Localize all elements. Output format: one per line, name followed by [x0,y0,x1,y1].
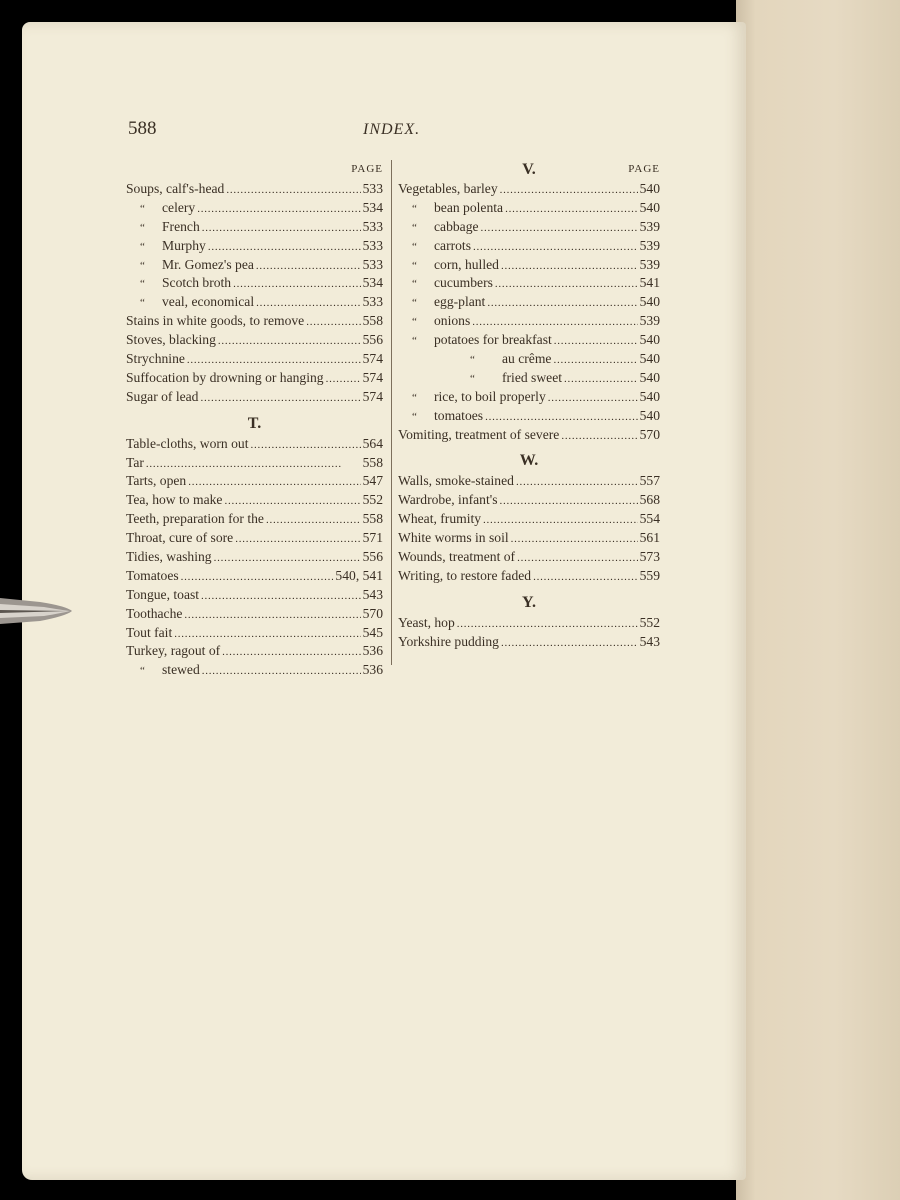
entry-text: Toothache [126,605,183,621]
dot-leader [483,510,638,530]
dot-leader [505,199,638,219]
entry-page-number: 536 [362,643,383,659]
index-entry [126,454,383,473]
dot-leader [485,407,638,427]
entry-page-number: 558 [362,454,383,470]
entry-page-number: 540 [639,351,660,367]
entry-page-number: 540 [639,332,660,348]
entry-text: Wardrobe, infant's [398,492,498,508]
entry-page-number: 539 [639,313,660,329]
index-list-s [126,180,383,407]
ditto-mark: “ [412,221,417,234]
running-title: INDEX. [363,121,421,138]
entry-page-number: 540 [639,294,660,310]
entry-text: veal, economical [162,294,255,310]
dot-leader [473,237,638,257]
index-entry [126,586,383,605]
dot-leader [201,586,361,606]
page-column-label: PAGE [628,163,660,175]
dot-leader [214,548,361,568]
entry-text: au crême [502,351,552,367]
entry-text: Vegetables, barley [398,181,498,196]
pen-nib-icon [0,594,72,628]
entry-page-number: 552 [639,614,660,630]
index-entry [126,529,383,548]
ditto-mark: “ [140,240,145,253]
index-list-w [398,472,660,585]
entry-page-number: 561 [639,530,660,546]
entry-text: Turkey, ragout of [126,643,221,659]
dot-leader [222,642,360,662]
entry-text: Throat, cure of sore [126,530,234,546]
dot-leader [564,369,638,389]
index-entry [398,199,660,218]
section-heading-t: T. [247,414,262,432]
entry-text: potatoes for breakfast [434,332,552,348]
entry-page-number: 536 [362,662,383,678]
ditto-mark: “ [140,259,145,272]
index-entry [398,633,660,652]
index-entry [126,237,383,256]
dot-leader [202,218,361,238]
index-entry [398,388,660,407]
ditto-mark: “ [140,665,145,678]
entry-text: White worms in soil [398,530,509,546]
entry-text: Tongue, toast [126,586,200,602]
index-entry [126,642,383,661]
entry-text: bean polenta [434,199,504,215]
entry-page-number: 540 [639,181,660,196]
index-entry [126,312,383,331]
dot-leader [561,426,637,446]
index-entry [398,407,660,426]
entry-page-number: 552 [362,492,383,508]
dot-leader [200,388,360,408]
dot-leader [306,312,360,332]
index-entry [398,350,660,369]
entry-text: Scotch broth [162,275,232,291]
index-entry [398,274,660,293]
entry-page-number: 533 [362,256,383,272]
entry-page-number: 540 [639,369,660,385]
dot-leader [218,331,361,351]
dot-leader [487,293,637,313]
entry-page-number: 558 [362,313,383,329]
index-entry [126,199,383,218]
entry-text: Tidies, washing [126,549,212,565]
index-entry [398,614,660,633]
entry-page-number: 533 [362,181,383,196]
index-list-y [398,614,660,652]
column-divider [391,160,392,665]
dot-leader [548,388,638,408]
entry-text: stewed [162,662,200,678]
index-entry [398,426,660,445]
ditto-mark: “ [140,297,145,310]
dot-leader [516,472,638,492]
entry-page-number: 540, 541 [335,567,383,583]
entry-page-number: 574 [362,351,383,367]
entry-text: Tar [126,454,144,470]
entry-text: Yorkshire pudding [398,633,499,649]
index-entry [126,218,383,237]
entry-text: Wheat, frumity [398,511,482,527]
index-entry [126,661,383,680]
entry-page-number: 547 [362,473,383,489]
dot-leader [184,605,360,625]
entry-page-number: 545 [362,624,383,640]
index-entry [126,180,383,199]
ditto-mark: “ [412,410,417,423]
dot-leader [233,274,361,294]
index-entry [398,293,660,312]
index-entry [398,567,660,586]
dot-leader [500,180,638,200]
index-entry [126,256,383,275]
entry-page-number: 558 [362,511,383,527]
dot-leader [208,237,361,257]
entry-text: tomatoes [434,407,484,423]
page-number: 588 [128,118,157,139]
ditto-mark: “ [140,278,145,291]
index-entry [398,548,660,567]
entry-text: Stoves, blacking [126,332,216,348]
index-entry [126,510,383,529]
entry-page-number: 533 [362,218,383,234]
index-list-v [398,180,660,444]
entry-text: Mr. Gomez's pea [162,256,254,272]
index-entry [126,605,383,624]
entry-text: onions [434,313,471,329]
index-entry [126,369,383,388]
index-entry [398,237,660,256]
section-heading-w: W. [519,452,539,470]
entry-text: cucumbers [434,275,493,291]
entry-page-number: 540 [639,407,660,423]
index-entry [398,331,660,350]
dot-leader [146,454,361,474]
dot-leader [226,180,360,200]
facing-page-edge [736,0,900,1200]
index-entry [398,529,660,548]
entry-page-number: 574 [362,369,383,385]
ditto-mark: “ [412,202,417,215]
dot-leader [224,491,360,511]
entry-page-number: 533 [362,237,383,253]
dot-leader [187,350,361,370]
index-entry [398,312,660,331]
entry-text: Strychnine [126,351,185,367]
entry-text: Suffocation by drowning or hanging [126,369,324,385]
entry-page-number: 539 [639,256,660,272]
ditto-mark: “ [412,316,417,329]
entry-page-number: 570 [639,426,660,442]
index-entry [126,624,383,643]
section-heading-y: Y. [521,593,537,611]
dot-leader [472,312,637,332]
entry-text: Tea, how to make [126,492,223,508]
entry-text: cabbage [434,218,479,234]
ditto-mark: “ [412,259,417,272]
dot-leader [326,369,361,389]
dot-leader [517,548,638,568]
index-entry [126,293,383,312]
entry-text: Yeast, hop [398,614,455,630]
index-entry [126,274,383,293]
entry-page-number: 574 [362,388,383,404]
index-entry [126,331,383,350]
page-column-label: PAGE [351,163,383,175]
index-entry [126,491,383,510]
dot-leader [256,256,361,276]
index-entry [398,510,660,529]
entry-text: Tarts, open [126,473,187,489]
dot-leader [174,624,360,644]
dot-leader [188,472,360,492]
index-entry [126,548,383,567]
ditto-mark: “ [412,240,417,253]
index-column-right [398,160,660,652]
entry-text: Tout fait [126,624,173,640]
index-entry [126,388,383,407]
dot-leader [266,510,361,530]
dot-leader [251,435,361,455]
index-entry [126,435,383,454]
entry-page-number: 534 [362,199,383,215]
dot-leader [554,331,638,351]
entry-page-number: 534 [362,275,383,291]
dot-leader [181,567,334,587]
entry-page-number: 568 [639,492,660,508]
column-header [398,160,660,180]
ditto-mark: “ [412,278,417,291]
index-column-left [126,160,383,680]
ditto-mark: “ [470,354,475,367]
entry-page-number: 573 [639,549,660,565]
entry-text: fried sweet [502,369,563,385]
entry-text: Stains in white goods, to remove [126,313,305,329]
entry-page-number: 559 [639,567,660,583]
dot-leader [553,350,637,370]
ditto-mark: “ [470,372,475,385]
entry-text: carrots [434,237,471,253]
entry-text: rice, to boil properly [434,388,546,404]
dot-leader [256,293,361,313]
index-list-t [126,435,383,681]
index-entry [398,369,660,388]
ditto-mark: “ [412,297,417,310]
entry-page-number: 564 [362,435,383,451]
dot-leader [457,614,638,634]
ditto-mark: “ [140,202,145,215]
entry-text: celery [162,199,196,215]
entry-text: corn, hulled [434,256,499,272]
dot-leader [495,274,638,294]
index-entry [398,256,660,275]
entry-text: Vomiting, treatment of severe [398,426,560,442]
dot-leader [481,218,638,238]
entry-page-number: 539 [639,237,660,253]
ditto-mark: “ [140,221,145,234]
ditto-mark: “ [412,335,417,348]
entry-page-number: 540 [639,388,660,404]
index-entry [126,472,383,491]
dot-leader [511,529,638,549]
dot-leader [500,491,638,511]
dot-leader [533,567,638,587]
ditto-mark: “ [412,391,417,404]
entry-page-number: 557 [639,473,660,489]
index-entry [126,567,383,586]
entry-text: Soups, calf's-head [126,181,225,196]
entry-page-number: 539 [639,218,660,234]
entry-text: Sugar of lead [126,388,199,404]
entry-page-number: 541 [639,275,660,291]
entry-page-number: 543 [639,633,660,649]
dot-leader [235,529,360,549]
entry-text: Tomatoes [126,567,179,583]
entry-page-number: 554 [639,511,660,527]
dot-leader [197,199,360,219]
entry-page-number: 571 [362,530,383,546]
entry-text: Wounds, treatment of [398,549,516,565]
entry-page-number: 543 [362,586,383,602]
entry-text: egg-plant [434,294,486,310]
section-heading-v: V. [522,161,536,178]
column-header [126,160,383,180]
entry-page-number: 540 [639,199,660,215]
entry-text: Murphy [162,237,206,253]
entry-page-number: 556 [362,549,383,565]
entry-page-number: 570 [362,605,383,621]
entry-text: Table-cloths, worn out [126,435,249,451]
index-entry [398,491,660,510]
index-entry [398,472,660,491]
index-entry [398,218,660,237]
entry-page-number: 556 [362,332,383,348]
index-entry [398,180,660,199]
entry-text: French [162,218,200,234]
entry-text: Teeth, preparation for the [126,511,264,527]
index-entry [126,350,383,369]
entry-text: Writing, to restore faded [398,567,532,583]
entry-page-number: 533 [362,294,383,310]
dot-leader [202,661,361,681]
dot-leader [501,256,638,276]
entry-text: Walls, smoke-stained [398,473,514,489]
dot-leader [501,633,638,653]
